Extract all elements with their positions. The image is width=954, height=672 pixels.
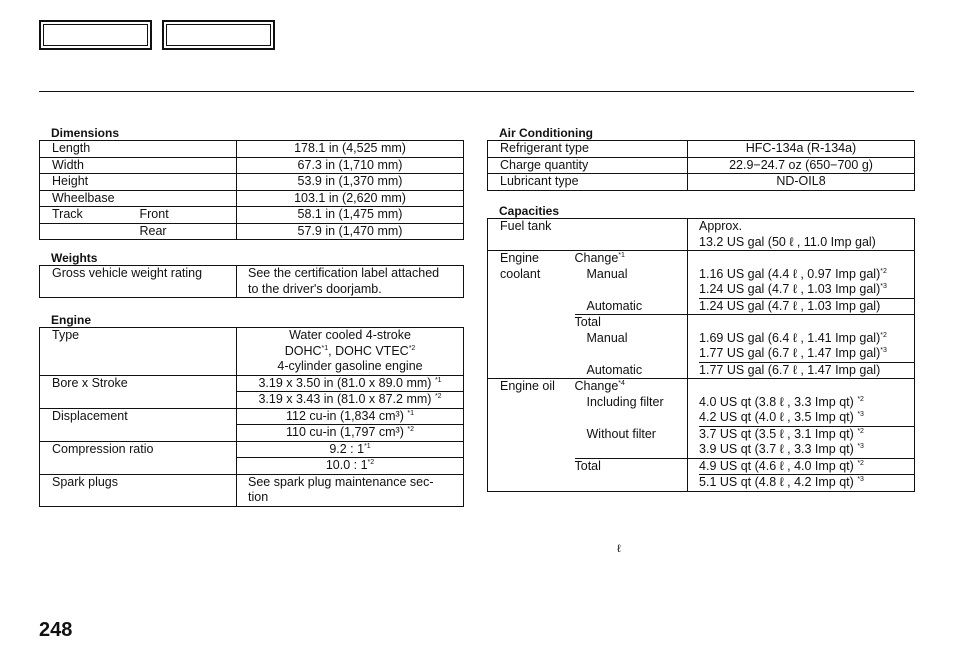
compression-line2: 10.0 : 1	[325, 458, 368, 472]
ac-table	[487, 140, 915, 191]
liter-symbol: ℓ	[617, 543, 621, 555]
oil-label: Engine oil	[488, 379, 575, 427]
track-rear-value: 57.9 in (1,470 mm)	[237, 223, 464, 240]
table-row	[40, 408, 464, 441]
displacement-label: Displacement	[52, 408, 128, 423]
table-row	[488, 174, 915, 191]
table-row	[488, 315, 915, 363]
gvwr-value-line1: See the certification label attached	[248, 266, 440, 280]
bore-label: Bore x Stroke	[52, 375, 128, 390]
table-row	[488, 427, 915, 459]
coolant-change-label: Change	[574, 251, 619, 265]
coolant-total-label: Total	[574, 315, 601, 329]
dim-value: 103.1 in (2,620 mm)	[237, 190, 464, 207]
gvwr-label: Gross vehicle weight rating	[52, 266, 203, 280]
oil-without-label: Without filter	[575, 427, 688, 459]
fuel-label: Fuel tank	[500, 219, 552, 233]
table-row	[40, 328, 464, 376]
oil-incl-1: 4.0 US qt (3.8 ℓ , 3.3 Imp qt)	[699, 394, 854, 409]
fuel-line2: 13.2 US gal (50 ℓ , 11.0 Imp gal)	[699, 234, 876, 249]
footnote-marker: *2	[408, 344, 416, 352]
coolant-change-manual-1: 1.16 US gal (4.4 ℓ , 0.97 Imp gal)	[699, 266, 881, 281]
nav-tab-1[interactable]	[39, 20, 152, 50]
spark-line2: tion	[248, 490, 269, 504]
dim-label: Wheelbase	[40, 190, 237, 207]
engine-type-dohc: DOHC	[284, 343, 322, 358]
coolant-total-manual-1: 1.69 US gal (6.4 ℓ , 1.41 Imp gal)	[699, 330, 881, 345]
spark-line1: See spark plug maintenance sec-	[248, 474, 434, 489]
spark-label: Spark plugs	[52, 474, 119, 489]
table-row	[488, 157, 915, 174]
displacement-line1: 112 cu-in (1,834 cm³)	[286, 408, 404, 423]
displacement-line2: 110 cu-in (1,797 cm³)	[286, 425, 404, 439]
dim-value: 67.3 in (1,710 mm)	[237, 157, 464, 174]
dimensions-heading: Dimensions	[51, 126, 120, 140]
coolant-total-manual-2: 1.77 US gal (6.7 ℓ , 1.47 Imp gal)	[699, 346, 881, 360]
footnote-marker: *2	[857, 427, 864, 435]
table-row	[488, 458, 915, 491]
weights-table	[39, 265, 464, 298]
oil-total-1: 4.9 US qt (4.6 ℓ , 4.0 Imp qt)	[699, 458, 854, 473]
table-row	[40, 441, 464, 474]
fuel-line1: Approx.	[699, 219, 743, 233]
table-row	[488, 141, 915, 158]
footnote-marker: *1	[321, 344, 329, 352]
dim-value: 178.1 in (4,525 mm)	[237, 141, 464, 158]
footnote-marker: *2	[880, 331, 887, 339]
coolant-total-auto: 1.77 US gal (6.7 ℓ , 1.47 Imp gal)	[688, 363, 915, 379]
coolant-automatic-label: Automatic	[575, 299, 688, 315]
footnote-marker: *2	[857, 395, 864, 403]
footnote-marker: *3	[857, 442, 864, 450]
coolant-label2: coolant	[500, 266, 541, 281]
footnote-marker: *2	[880, 267, 887, 275]
footnote-marker: *1	[434, 376, 442, 384]
footnote-marker: *4	[618, 379, 625, 387]
table-row	[40, 266, 464, 298]
dim-label: Width	[40, 157, 237, 174]
engine-type-vtec: , DOHC VTEC	[328, 343, 409, 358]
header-rule	[39, 91, 914, 92]
table-row	[40, 375, 464, 408]
page-number: 248	[39, 619, 73, 641]
oil-change-label: Change	[574, 379, 619, 393]
capacities-table	[487, 218, 915, 492]
engine-table	[39, 327, 464, 507]
table-row	[40, 474, 464, 506]
ac-value: 22.9−24.7 oz (650−700 g)	[688, 157, 915, 174]
footnote-marker: *2	[434, 392, 442, 400]
table-row	[488, 299, 915, 315]
ac-label: Refrigerant type	[500, 141, 589, 155]
oil-total-2: 5.1 US qt (4.8 ℓ , 4.2 Imp qt)	[699, 475, 854, 489]
track-front-label: Front	[126, 207, 237, 224]
oil-without-2: 3.9 US qt (3.7 ℓ , 3.3 Imp qt)	[699, 442, 854, 456]
footnote-marker: *2	[407, 425, 414, 433]
coolant-change-manual-2: 1.24 US gal (4.7 ℓ , 1.03 Imp gal)	[699, 282, 881, 296]
bore-line1: 3.19 x 3.50 in (81.0 x 89.0 mm)	[258, 375, 432, 390]
ac-heading: Air Conditioning	[499, 126, 593, 140]
table-row	[40, 174, 464, 191]
engine-heading: Engine	[51, 313, 92, 327]
engine-type-label: Type	[52, 328, 80, 342]
track-front-value: 58.1 in (1,475 mm)	[237, 207, 464, 224]
track-rear-label: Rear	[126, 223, 237, 240]
nav-tab-2[interactable]	[162, 20, 275, 50]
footnote-marker: *2	[857, 459, 864, 467]
table-row	[40, 141, 464, 158]
engine-type-line3: 4-cylinder gasoline engine	[277, 359, 423, 373]
ac-label: Charge quantity	[500, 157, 589, 172]
coolant-total-manual-label: Manual	[586, 330, 628, 345]
oil-incl-label: Including filter	[586, 394, 664, 409]
footnote-marker: *3	[857, 410, 864, 418]
footnote-marker: *3	[880, 346, 887, 354]
table-row	[488, 363, 915, 379]
table-row	[488, 251, 915, 299]
table-row	[40, 190, 464, 207]
oil-without-1: 3.7 US qt (3.5 ℓ , 3.1 Imp qt)	[699, 426, 854, 441]
footnote-marker: *1	[407, 409, 414, 417]
bore-line2: 3.19 x 3.43 in (81.0 x 87.2 mm)	[258, 392, 432, 406]
engine-type-line1: Water cooled 4-stroke	[289, 328, 411, 342]
table-row	[40, 157, 464, 174]
compression-line1: 9.2 : 1	[329, 441, 365, 456]
coolant-total-automatic-label: Automatic	[575, 363, 688, 379]
footnote-marker: *3	[857, 475, 864, 483]
footnote-marker: *2	[367, 458, 375, 466]
ac-label: Lubricant type	[500, 174, 579, 188]
gvwr-value-line2: to the driver's doorjamb.	[248, 281, 382, 296]
oil-total-label: Total	[575, 458, 688, 491]
compression-label: Compression ratio	[52, 441, 154, 456]
table-row	[40, 223, 464, 240]
track-label: Track	[40, 207, 126, 224]
ac-value: HFC-134a (R-134a)	[688, 141, 915, 158]
ac-value: ND-OIL8	[688, 174, 915, 191]
table-row	[488, 219, 915, 251]
coolant-change-auto: 1.24 US gal (4.7 ℓ , 1.03 Imp gal)	[688, 299, 915, 315]
footnote-marker: *3	[880, 282, 887, 290]
table-row	[40, 207, 464, 224]
dim-label: Height	[40, 174, 237, 191]
coolant-label1: Engine	[500, 251, 539, 265]
coolant-manual-label: Manual	[586, 266, 628, 281]
dimensions-table	[39, 140, 464, 240]
capacities-heading: Capacities	[499, 204, 560, 218]
oil-incl-2: 4.2 US qt (4.0 ℓ , 3.5 Imp qt)	[699, 410, 854, 424]
weights-heading: Weights	[51, 251, 98, 265]
dim-label: Length	[40, 141, 237, 158]
table-row	[488, 379, 915, 427]
footnote-marker: *1	[364, 442, 371, 450]
dim-value: 53.9 in (1,370 mm)	[237, 174, 464, 191]
footnote-marker: *1	[618, 251, 625, 259]
